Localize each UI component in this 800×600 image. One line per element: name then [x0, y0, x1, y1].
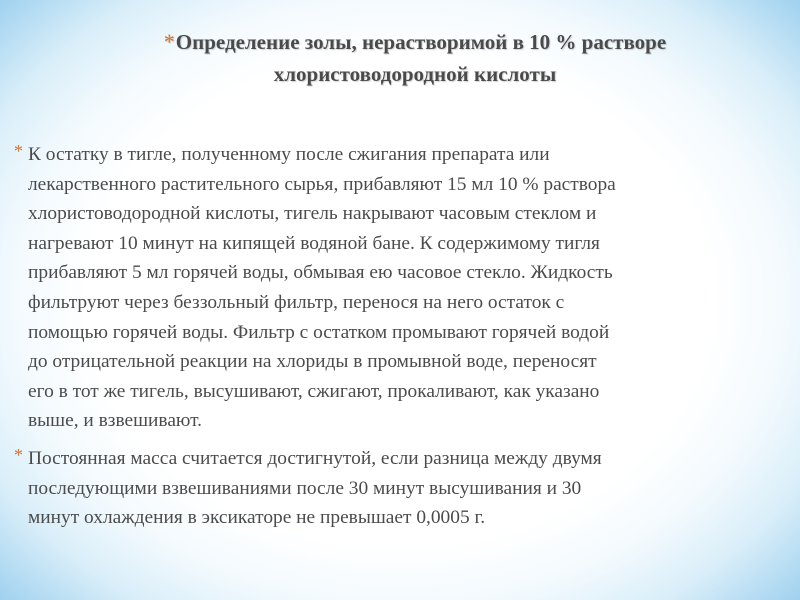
- paragraph-line: последующими взвешиваниями после 30 минут высушивания и 30: [28, 477, 582, 499]
- paragraph-line: прибавляют 5 мл горячей воды, обмывая ею часовое стекло. Жидкость: [28, 262, 613, 284]
- title-line-2: хлористоводородной кислоты: [273, 62, 557, 86]
- paragraph-line: нагревают 10 минут на кипящей водяной бане. К содержимому тигля: [28, 232, 600, 254]
- title-bullet: *: [163, 29, 175, 54]
- paragraph-constant-mass: [14, 444, 794, 533]
- paragraph-line: его в тот же тигель, высушивают, сжигают, прокаливают, как указано: [28, 380, 600, 402]
- paragraph-line: Постоянная масса считается достигнутой, если разница между двумя: [28, 447, 602, 469]
- paragraph-line: К остатку в тигле, полученному после сжигания препарата или: [28, 144, 550, 165]
- slide-title: [70, 26, 760, 90]
- paragraph-line: минут охлаждения в эксикаторе не превышает 0,0005 г.: [28, 507, 486, 529]
- paragraph-line: до отрицательной реакции на хлориды в промывной воде, переносят: [28, 351, 597, 373]
- title-line-1: [70, 26, 760, 58]
- paragraph-procedure: [14, 140, 794, 436]
- paragraph-line: фильтруют через беззольный фильтр, перенося на него остаток с: [28, 291, 565, 313]
- paragraph-bullet: *: [14, 141, 23, 161]
- paragraph-line: лекарственного растительного сырья, прибавляют 15 мл 10 % раствора: [28, 173, 616, 195]
- title-text-line-1: Определение золы, нерастворимой в 10 % растворе: [175, 30, 667, 54]
- paragraph-line: выше, и взвешивают.: [28, 410, 203, 432]
- body-text: [14, 140, 794, 541]
- paragraph-line: хлористоводородной кислоты, тигель накрывают часовым стеклом и: [28, 203, 597, 225]
- paragraph-bullet: *: [14, 444, 23, 465]
- paragraph-line: помощью горячей воды. Фильтр с остатком промывают горячей водой: [28, 321, 610, 343]
